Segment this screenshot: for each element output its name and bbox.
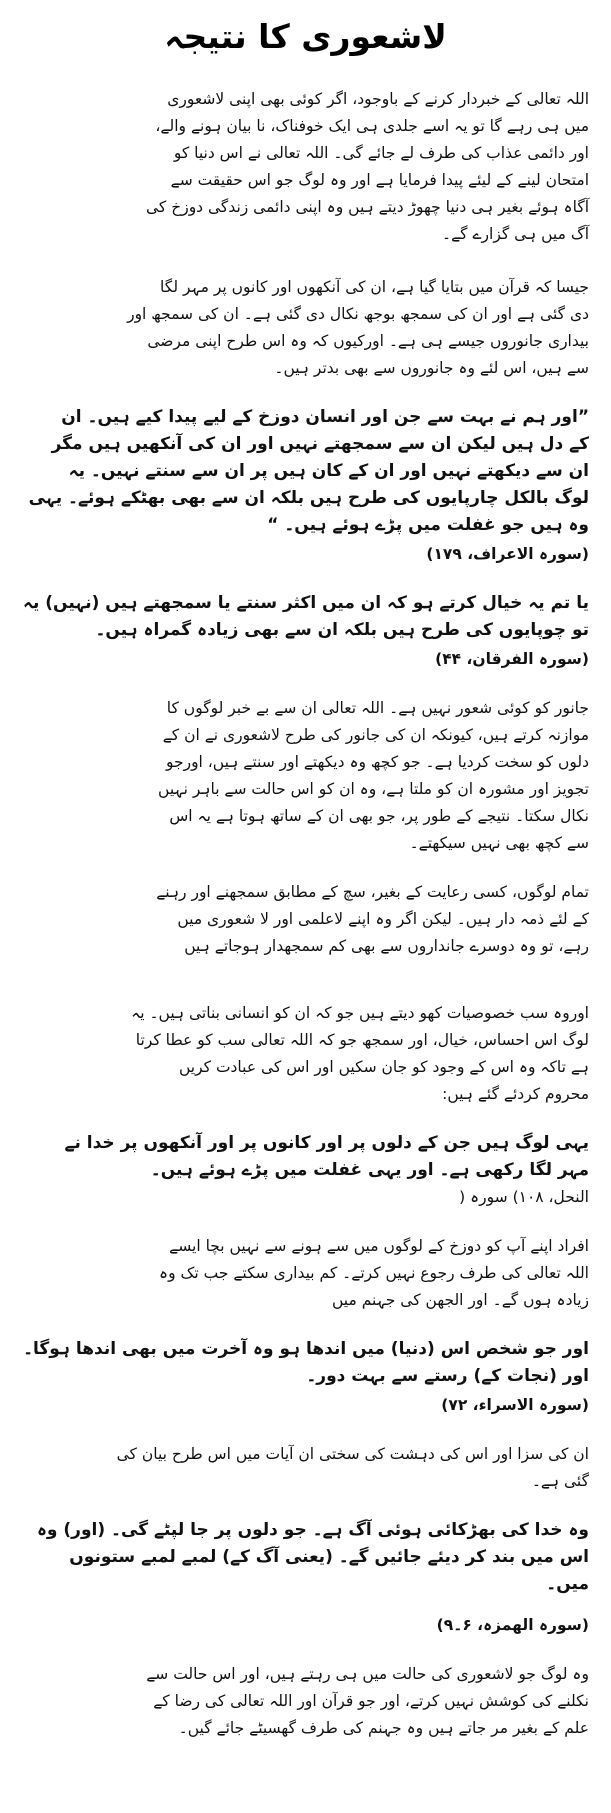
paragraph-quran-seal: جیسا کہ قرآن میں بتایا گیا ہے، ان کی آنکھوں اور کانوں پر مہر لگا دی گئی ہے اور ان کی سمجھ بوجھ نکال دی گئی ہے۔ ان کی سمجھ اور بیداری جانوروں جیسے ہی ہے۔ اورکیوں کہ وہ اس طرح اپنی مرضی سے ہیں، اس لئے وہ جانوروں سے بھی بدتر ہیں۔ (127, 278, 589, 377)
verse-reference: النحل، ۱۰۸) سورہ ( (459, 1188, 589, 1206)
verse-quote: ”اور ہم نے بہت سے جن اور انسان دوزخ کے لیے پیدا کیے ہیں۔ ان کے دل ہیں لیکن ان سے سمجھتے نہیں اور ان کی آنکھیں ہیں مگر ان سے دیکھتے نہیں اور ان کے کان ہیں پر ان سے سنتے نہیں۔ یہ لوگ بالکل چارپایوں کی طرح ہیں بلکہ ان سے بھی بھٹکے ہوئے۔ یہی وہ ہیں جو غفلت میں پڑے ہوئے ہیں۔ “ (28, 407, 589, 535)
verse-quote: اور جو شخص اس (دنیا) میں اندھا ہو وہ آخرت میں بھی اندھا ہوگا۔ اور (نجات کے) رستے سے بہت دور۔ (23, 1339, 589, 1386)
paragraph-responsibility: تمام لوگوں، کسی رعایت کے بغیر، سچ کے مطابق سمجھنے اور رہنے کے لئے ذمہ دار ہیں۔ لیکن اگر وہ اپنے لاعلمی اور لا شعوری میں رہے، تو وہ دوسرے جانداروں سے بھی کم سمجھدار ہوجاتے ہیں (156, 883, 589, 955)
paragraph-punishment: ان کی سزا اور اس کی دہشت کی سختی ان آیات میں اس طرح بیان کی گئی ہے۔ (116, 1445, 589, 1490)
verse-quote: یا تم یہ خیال کرتے ہو کہ ان میں اکثر سنتے یا سمجھتے ہیں (نہیں) یہ تو چوپایوں کی طرح ہیں بلکہ ان سے بھی زیادہ گمراہ ہیں۔ (22, 593, 589, 640)
paragraph-animals: جانور کو کوئی شعور نہیں ہے۔ اللہ تعالی ان سے بے خبر لوگوں کا موازنہ کرتے ہیں، کیونکہ ان کی جانور کی طرح لاشعوری نے ان کے دلوں کو سخت کردیا ہے۔ جو کچھ وہ دیکھتے اور سنتے ہیں، اورجو تجویز اور مشورہ ان کو ملتا ہے، وہ ان کو اس حالت سے باہر نہیں نکال سکتا۔ نتیجے کے طور پر، جو بھی ان کے ساتھ ہوتا ہے یہ اس سے کچھ بھی نہیں سیکھتے۔ (158, 699, 589, 852)
verse-reference: (سورہ الاعراف، ۱۷۹) (426, 545, 589, 563)
verse-reference: (سورہ الفرقان، ۴۴) (435, 650, 589, 668)
verse-reference: (سورہ الاسراء، ۷۲) (441, 1396, 589, 1414)
paragraph-conclusion: وہ لوگ جو لاشعوری کی حالت میں ہی رہتے ہیں، اور اس حالت سے نکلنے کی کوشش نہیں کرتے، اور جو قرآن اور اللہ تعالی کی رضا کے علم کے بغیر مر جاتے ہیں وہ جہنم کی طرف گھسیٹے جائے گیں۔ (146, 1665, 589, 1737)
paragraph-hell: افراد اپنے آپ کو دوزخ کے لوگوں میں سے ہونے سے نہیں بچا ایسے اللہ تعالی کی طرف رجوع نہیں کرتے۔ کم بیداری سکتے جب تک وہ زیادہ ہوں گے۔ اور الجھن کی جہنم میں (159, 1237, 589, 1309)
verse-quote: وہ خدا کی بھڑکائی ہوئی آگ ہے۔ جو دلوں پر جا لپٹے گی۔ (اور) وہ اس میں بند کر دیئے جائیں گے۔ (یعنی آگ کے) لمبے لمبے ستونوں میں۔ (36, 1520, 589, 1594)
paragraph-intro: اللہ تعالی کے خبردار کرنے کے باوجود، اگر کوئی بھی اپنی لاشعوری میں ہی رہے گا تو یہ اسے جلدی ہی ایک خوفناک، نا بیان ہونے والے، اور دائمی عذاب کی طرف لے جائے گی۔ اللہ تعالی نے اس دنیا کو امتحان لینے کے لیئے پیدا فرمایا ہے اور وہ لوگ جو اس حقیقت سے آگاہ ہوئے بغیر ہی دنیا چھوڑ دیتے ہیں وہ اپنی دائمی زندگی دوزخ کی آگ میں ہی گزارے گے۔ (145, 90, 589, 243)
page-title: لاشعوری کا نتیجہ (164, 17, 447, 56)
verse-reference: (سورہ الھمزہ، ۶۔۹) (436, 1616, 589, 1634)
verse-quote: یہی لوگ ہیں جن کے دلوں پر اور کانوں پر اور آنکھوں پر خدا نے مہر لگا رکھی ہے۔ اور یہی غفلت میں پڑے ہوئے ہیں۔ (64, 1133, 589, 1180)
paragraph-deprived: اوروہ سب خصوصیات کھو دیتے ہیں جو کہ ان کو انسانی بناتی ہیں۔ یہ لوگ اس احساس، خیال، اور سمجھ جو کہ اللہ تعالی سب کو عطا کرتا ہے تاکہ وہ اس کے وجود کو جان سکیں اور اس کی عبادت کریں محروم کردئے گئے ہیں: (131, 1004, 589, 1103)
